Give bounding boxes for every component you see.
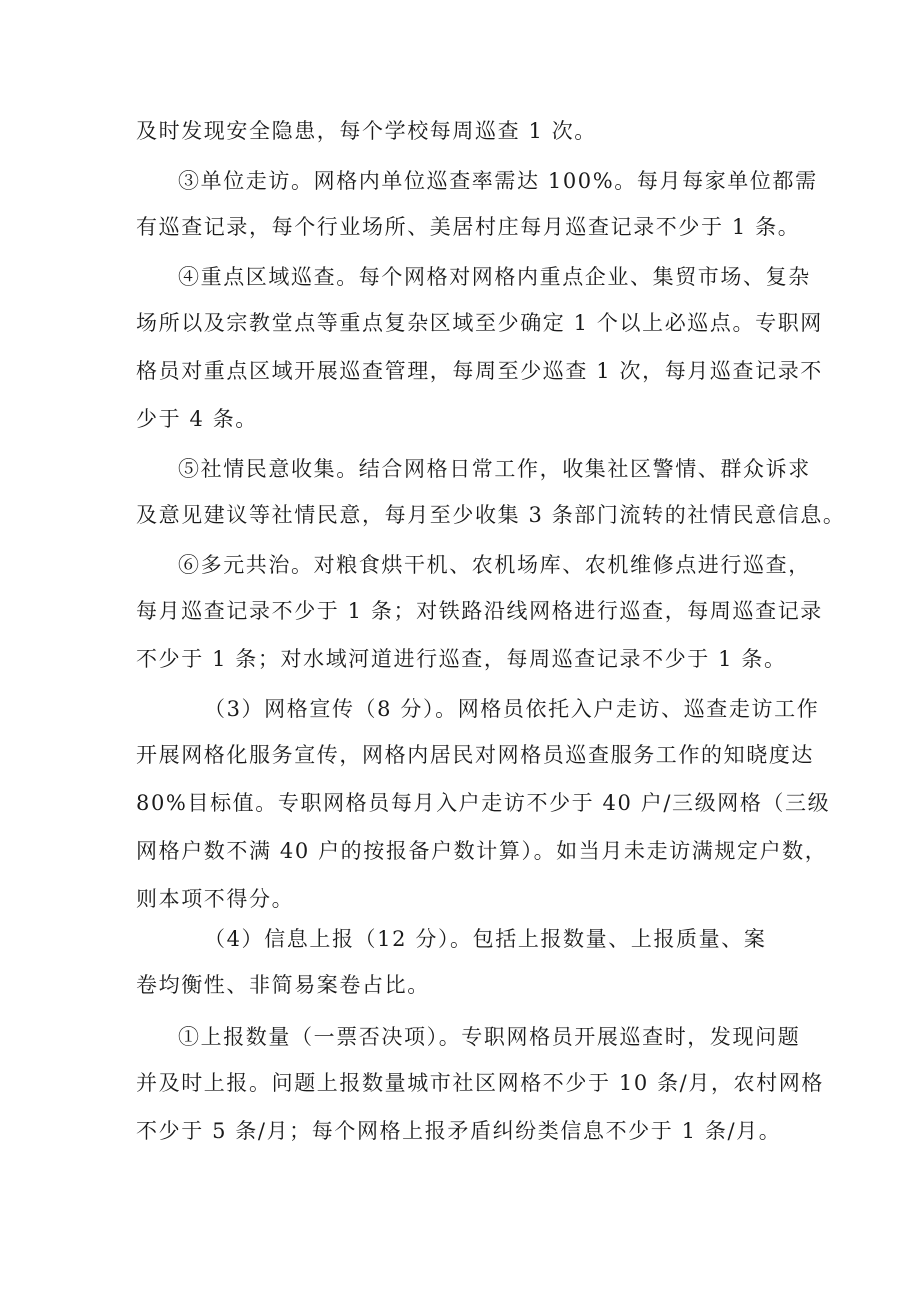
text-line: ④重点区域巡查。每个网格对网格内重点企业、集贸市场、复杂	[178, 265, 811, 289]
text-line: （4）信息上报（12 分）。包括上报数量、上报质量、案	[204, 927, 767, 951]
text-line: ⑥多元共治。对粮食烘干机、农机场库、农机维修点进行巡查，	[178, 553, 811, 577]
text-line: 有巡查记录，每个行业场所、美居村庄每月巡查记录不少于 1 条。	[136, 215, 801, 239]
text-line: 不少于 1 条；对水域河道进行巡查，每周巡查记录不少于 1 条。	[136, 647, 787, 671]
text-line: （3）网格宣传（8 分）。网格员依托入户走访、巡查走访工作	[204, 697, 820, 721]
text-line: ①上报数量（一票否决项）。专职网格员开展巡查时，发现问题	[178, 1025, 801, 1049]
text-line: 及时发现安全隐患，每个学校每周巡查 1 次。	[136, 119, 597, 143]
text-line: 及意见建议等社情民意，每月至少收集 3 条部门流转的社情民意信息。	[136, 503, 846, 527]
text-line: 并及时上报。问题上报数量城市社区网格不少于 10 条/月，农村网格	[136, 1071, 824, 1095]
text-line: 少于 4 条。	[136, 407, 258, 431]
text-line: 每月巡查记录不少于 1 条；对铁路沿线网格进行巡查，每周巡查记录	[136, 599, 823, 623]
text-line: 格员对重点区域开展巡查管理，每周至少巡查 1 次，每月巡查记录不	[136, 359, 823, 383]
text-line: 网格户数不满 40 户的按报备户数计算）。如当月未走访满规定户数，	[136, 839, 828, 863]
text-line: 场所以及宗教堂点等重点复杂区域至少确定 1 个以上必巡点。专职网	[136, 311, 823, 335]
text-line: 不少于 5 条/月；每个网格上报矛盾纠纷类信息不少于 1 条/月。	[136, 1119, 782, 1143]
text-line: ⑤社情民意收集。结合网格日常工作，收集社区警情、群众诉求	[178, 457, 811, 481]
text-line: 开展网格化服务宣传，网格内居民对网格员巡查服务工作的知晓度达	[136, 743, 814, 767]
text-line: 80%目标值。专职网格员每月入户走访不少于 40 户/三级网格（三级	[136, 791, 831, 815]
text-line: 则本项不得分。	[136, 887, 295, 911]
text-line: ③单位走访。网格内单位巡查率需达 100%。每月每家单位都需	[178, 169, 818, 193]
text-line: 卷均衡性、非简易案卷占比。	[136, 973, 430, 997]
